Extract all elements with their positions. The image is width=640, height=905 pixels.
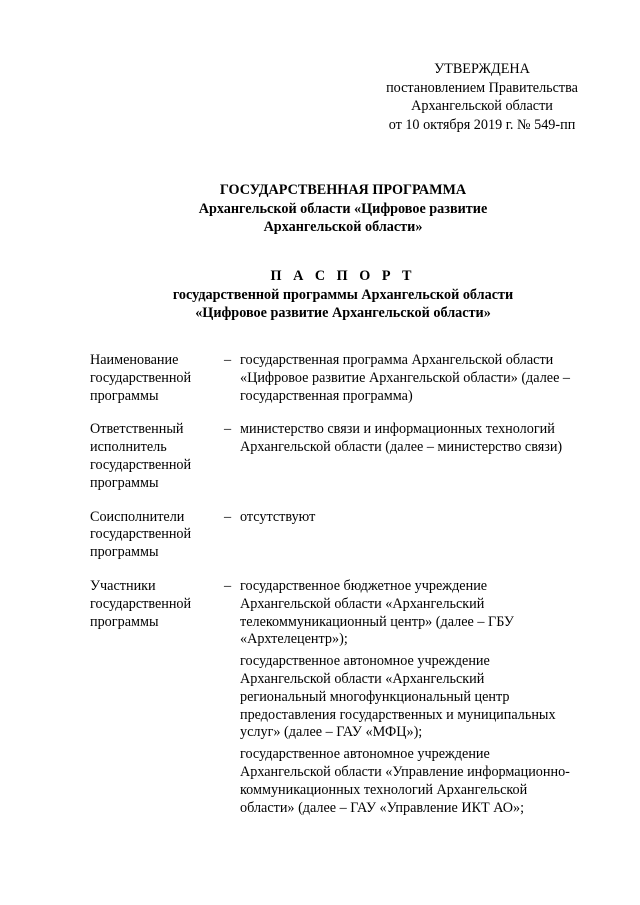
passport-row-responsible: [90, 421, 610, 492]
program-title-line: Архангельской области»: [263, 219, 423, 235]
row-values: [240, 352, 610, 405]
row-value-line: отсутствуют: [240, 508, 316, 525]
row-value-line: предоставления государственных и муниципальных: [240, 706, 556, 723]
row-label-line: государственной: [90, 526, 192, 543]
row-value-line: Архангельской области «Архангельский: [240, 595, 485, 612]
row-label-line: государственной: [90, 595, 192, 612]
approval-line: постановлением Правительства: [386, 79, 578, 96]
row-label-line: Соисполнители: [90, 508, 185, 525]
row-value: [240, 509, 610, 527]
passport-row-participants: [90, 578, 610, 817]
row-value-line: региональный многофункциональный центр: [240, 688, 510, 705]
row-label-line: государственной: [90, 369, 192, 386]
row-value: [240, 578, 610, 649]
row-value-line: государственное автономное учреждение: [240, 746, 490, 763]
row-value-line: государственная программа Архангельской области: [240, 352, 554, 368]
row-values: [240, 578, 610, 817]
passport-heading: П А С П О Р Т: [270, 268, 416, 284]
row-value-line: «Архтелецентр»);: [240, 631, 348, 648]
row-label: [90, 509, 224, 562]
passport-subtitle-line: «Цифровое развитие Архангельской области»: [195, 305, 491, 321]
row-value-line: Архангельской области «Архангельский: [240, 670, 485, 687]
passport-table: [90, 352, 610, 817]
row-value: [240, 352, 610, 405]
passport-subtitle-line: государственной программы Архангельской области: [172, 286, 514, 303]
row-value-line: государственная программа): [240, 387, 413, 404]
row-value: [240, 746, 610, 817]
row-label-line: Ответственный: [90, 421, 184, 438]
row-label: [90, 578, 224, 631]
row-label-line: исполнитель: [90, 439, 167, 456]
row-label: [90, 352, 224, 405]
row-value-line: государственное автономное учреждение: [240, 653, 490, 670]
passport-row-coexecutors: [90, 509, 610, 562]
row-value-line: «Цифровое развитие Архангельской области» (далее –: [240, 369, 571, 386]
approval-line: от 10 октября 2019 г. № 549-пп: [388, 116, 576, 133]
row-label-line: Участники: [90, 577, 156, 594]
program-title-line: ГОСУДАРСТВЕННАЯ ПРОГРАММА: [219, 182, 467, 198]
row-dash: –: [224, 352, 232, 368]
row-dash: –: [224, 421, 232, 438]
row-value-line: государственное бюджетное учреждение: [240, 577, 488, 594]
row-values: [240, 509, 610, 527]
row-value-line: Архангельской области «Управление информационно-: [240, 763, 570, 780]
row-value-line: Архангельской области (далее – министерство связи): [240, 439, 563, 456]
row-value-line: услуг» (далее – ГАУ «МФЦ»);: [240, 724, 423, 741]
program-title: [80, 181, 606, 237]
row-label-line: программы: [90, 387, 159, 404]
row-dash: –: [224, 508, 232, 525]
row-label-line: Наименование: [90, 352, 179, 368]
program-title-line: Архангельской области «Цифровое развитие: [198, 200, 488, 217]
row-value-line: коммуникационных технологий Архангельской: [240, 781, 528, 798]
row-value: [240, 421, 610, 457]
row-dash: –: [224, 577, 232, 594]
passport-row-name: [90, 352, 610, 405]
row-label-line: государственной: [90, 456, 192, 473]
row-values: [240, 421, 610, 457]
row-value: [240, 653, 610, 742]
row-label-line: программы: [90, 544, 159, 561]
approval-line: УТВЕРЖДЕНА: [434, 61, 530, 77]
row-value-line: телекоммуникационный центр» (далее – ГБУ: [240, 613, 514, 630]
approval-line: Архангельской области: [411, 98, 553, 114]
approval-stamp: [360, 60, 604, 134]
row-value-line: области» (далее – ГАУ «Управление ИКТ АО»;: [240, 799, 525, 816]
row-label-line: программы: [90, 613, 159, 630]
row-label: [90, 421, 224, 492]
passport-title: [80, 267, 606, 323]
row-label-line: программы: [90, 474, 159, 491]
row-value-line: министерство связи и информационных технологий: [240, 421, 555, 438]
